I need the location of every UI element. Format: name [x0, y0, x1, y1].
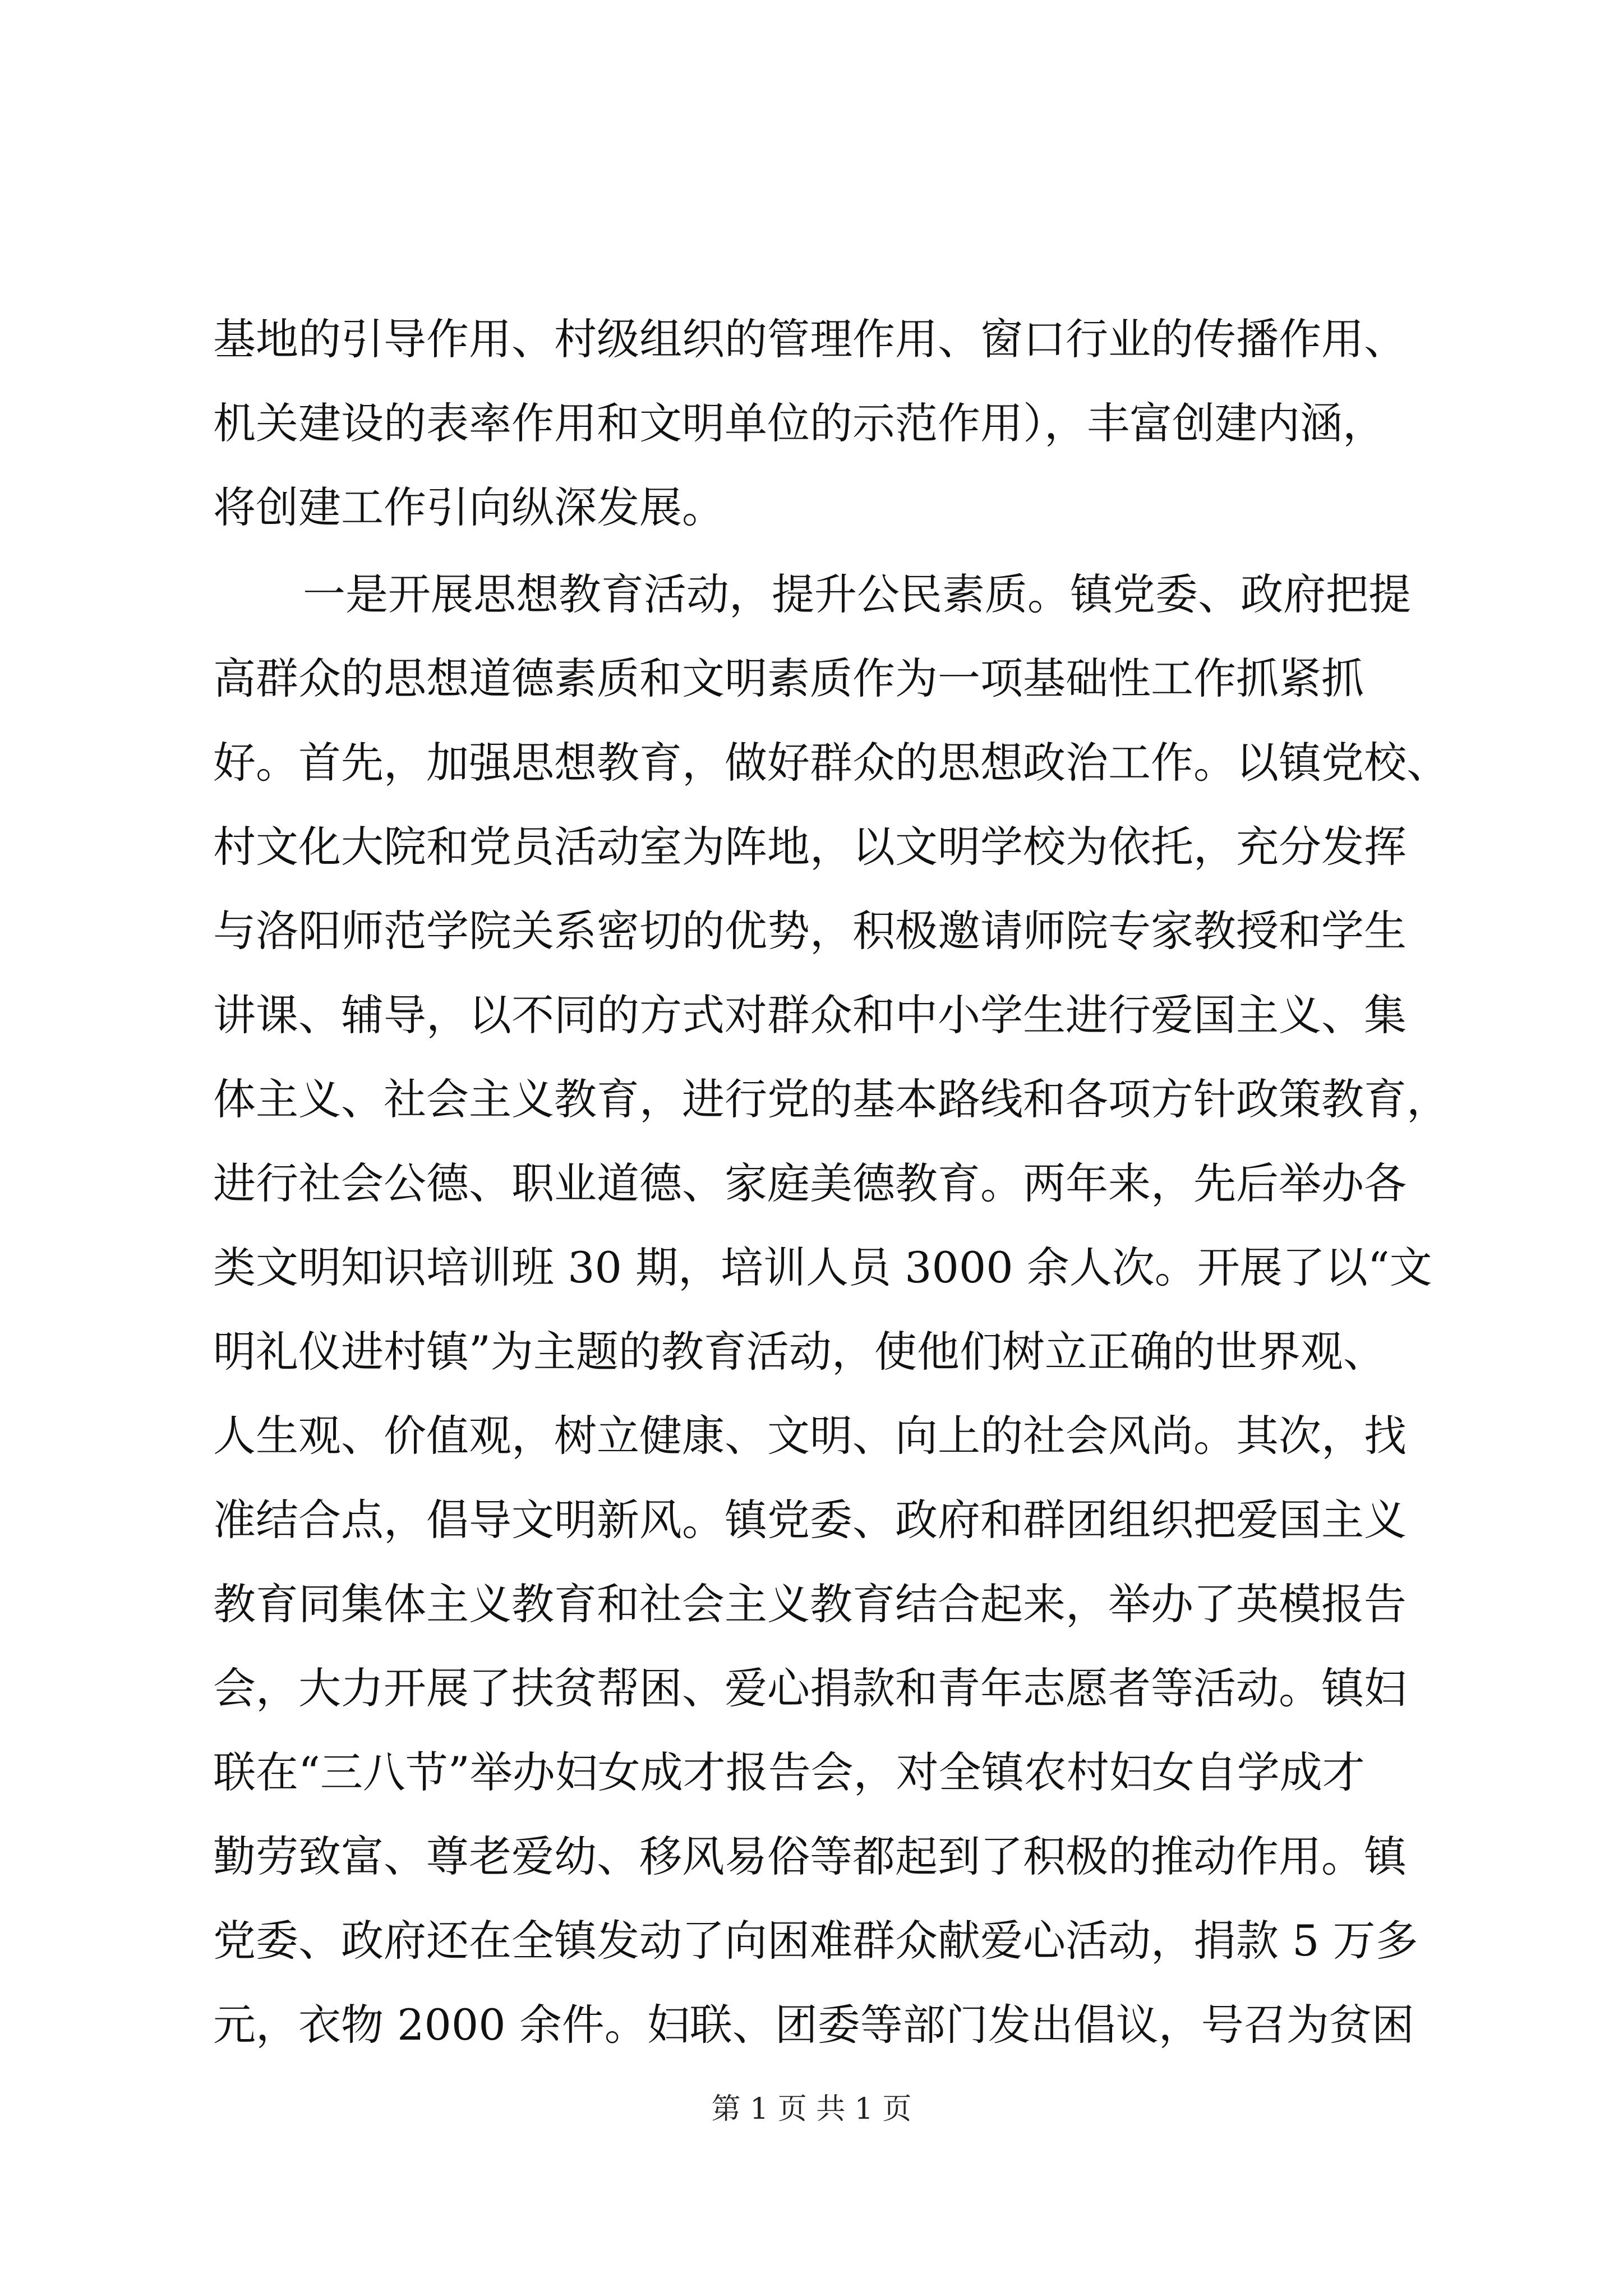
body-text-line: 教育同集体主义教育和社会主义教育结合起来，举办了英模报告 — [213, 1579, 1407, 1629]
body-text-line: 会，大力开展了扶贫帮困、爱心捐款和青年志愿者等活动。镇妇 — [213, 1663, 1407, 1713]
paragraph-first-line: 一是开展思想教育活动，提升公民素质。镇党委、政府把提 — [303, 569, 1411, 619]
body-text-line: 联在“三八节”举办妇女成才报告会，对全镇农村妇女自学成才 — [213, 1747, 1365, 1797]
body-text-line: 体主义、社会主义教育，进行党的基本路线和各项方针政策教育， — [213, 1074, 1449, 1124]
body-text-line: 人生观、价值观，树立健康、文明、向上的社会风尚。其次，找 — [213, 1411, 1407, 1461]
body-text-line: 类文明知识培训班 30 期，培训人员 3000 余人次。开展了以“文 — [213, 1243, 1432, 1292]
body-text-line: 机关建设的表率作用和文明单位的示范作用），丰富创建内涵， — [213, 398, 1385, 448]
body-text-line: 好。首先，加强思想教育，做好群众的思想政治工作。以镇党校、 — [213, 738, 1449, 788]
body-text-line: 元，衣物 2000 余件。妇联、团委等部门发出倡议，号召为贫困 — [213, 2000, 1414, 2050]
body-text-line: 明礼仪进村镇”为主题的教育活动，使他们树立正确的世界观、 — [213, 1327, 1386, 1377]
body-text-line: 进行社会公德、职业道德、家庭美德教育。两年来，先后举办各 — [213, 1158, 1407, 1208]
body-text-line: 党委、政府还在全镇发动了向困难群众献爱心活动，捐款 5 万多 — [213, 1916, 1418, 1966]
body-text-line: 讲课、辅导，以不同的方式对群众和中小学生进行爱国主义、集 — [213, 990, 1407, 1040]
page-number-footer: 第 1 页 共 1 页 — [711, 2092, 912, 2126]
body-text-line: 勤劳致富、尊老爱幼、移风易俗等都起到了积极的推动作用。镇 — [213, 1832, 1407, 1881]
body-text-line: 将创建工作引向纵深发展。 — [213, 482, 725, 532]
body-text-line: 村文化大院和党员活动室为阵地，以文明学校为依托，充分发挥 — [213, 822, 1407, 872]
body-text-line: 与洛阳师范学院关系密切的优势，积极邀请师院专家教授和学生 — [213, 906, 1407, 956]
body-text-line: 高群众的思想道德素质和文明素质作为一项基础性工作抓紧抓 — [213, 654, 1364, 703]
body-text-line: 基地的引导作用、村级组织的管理作用、窗口行业的传播作用、 — [213, 314, 1407, 364]
body-text-line: 准结合点，倡导文明新风。镇党委、政府和群团组织把爱国主义 — [213, 1495, 1407, 1545]
